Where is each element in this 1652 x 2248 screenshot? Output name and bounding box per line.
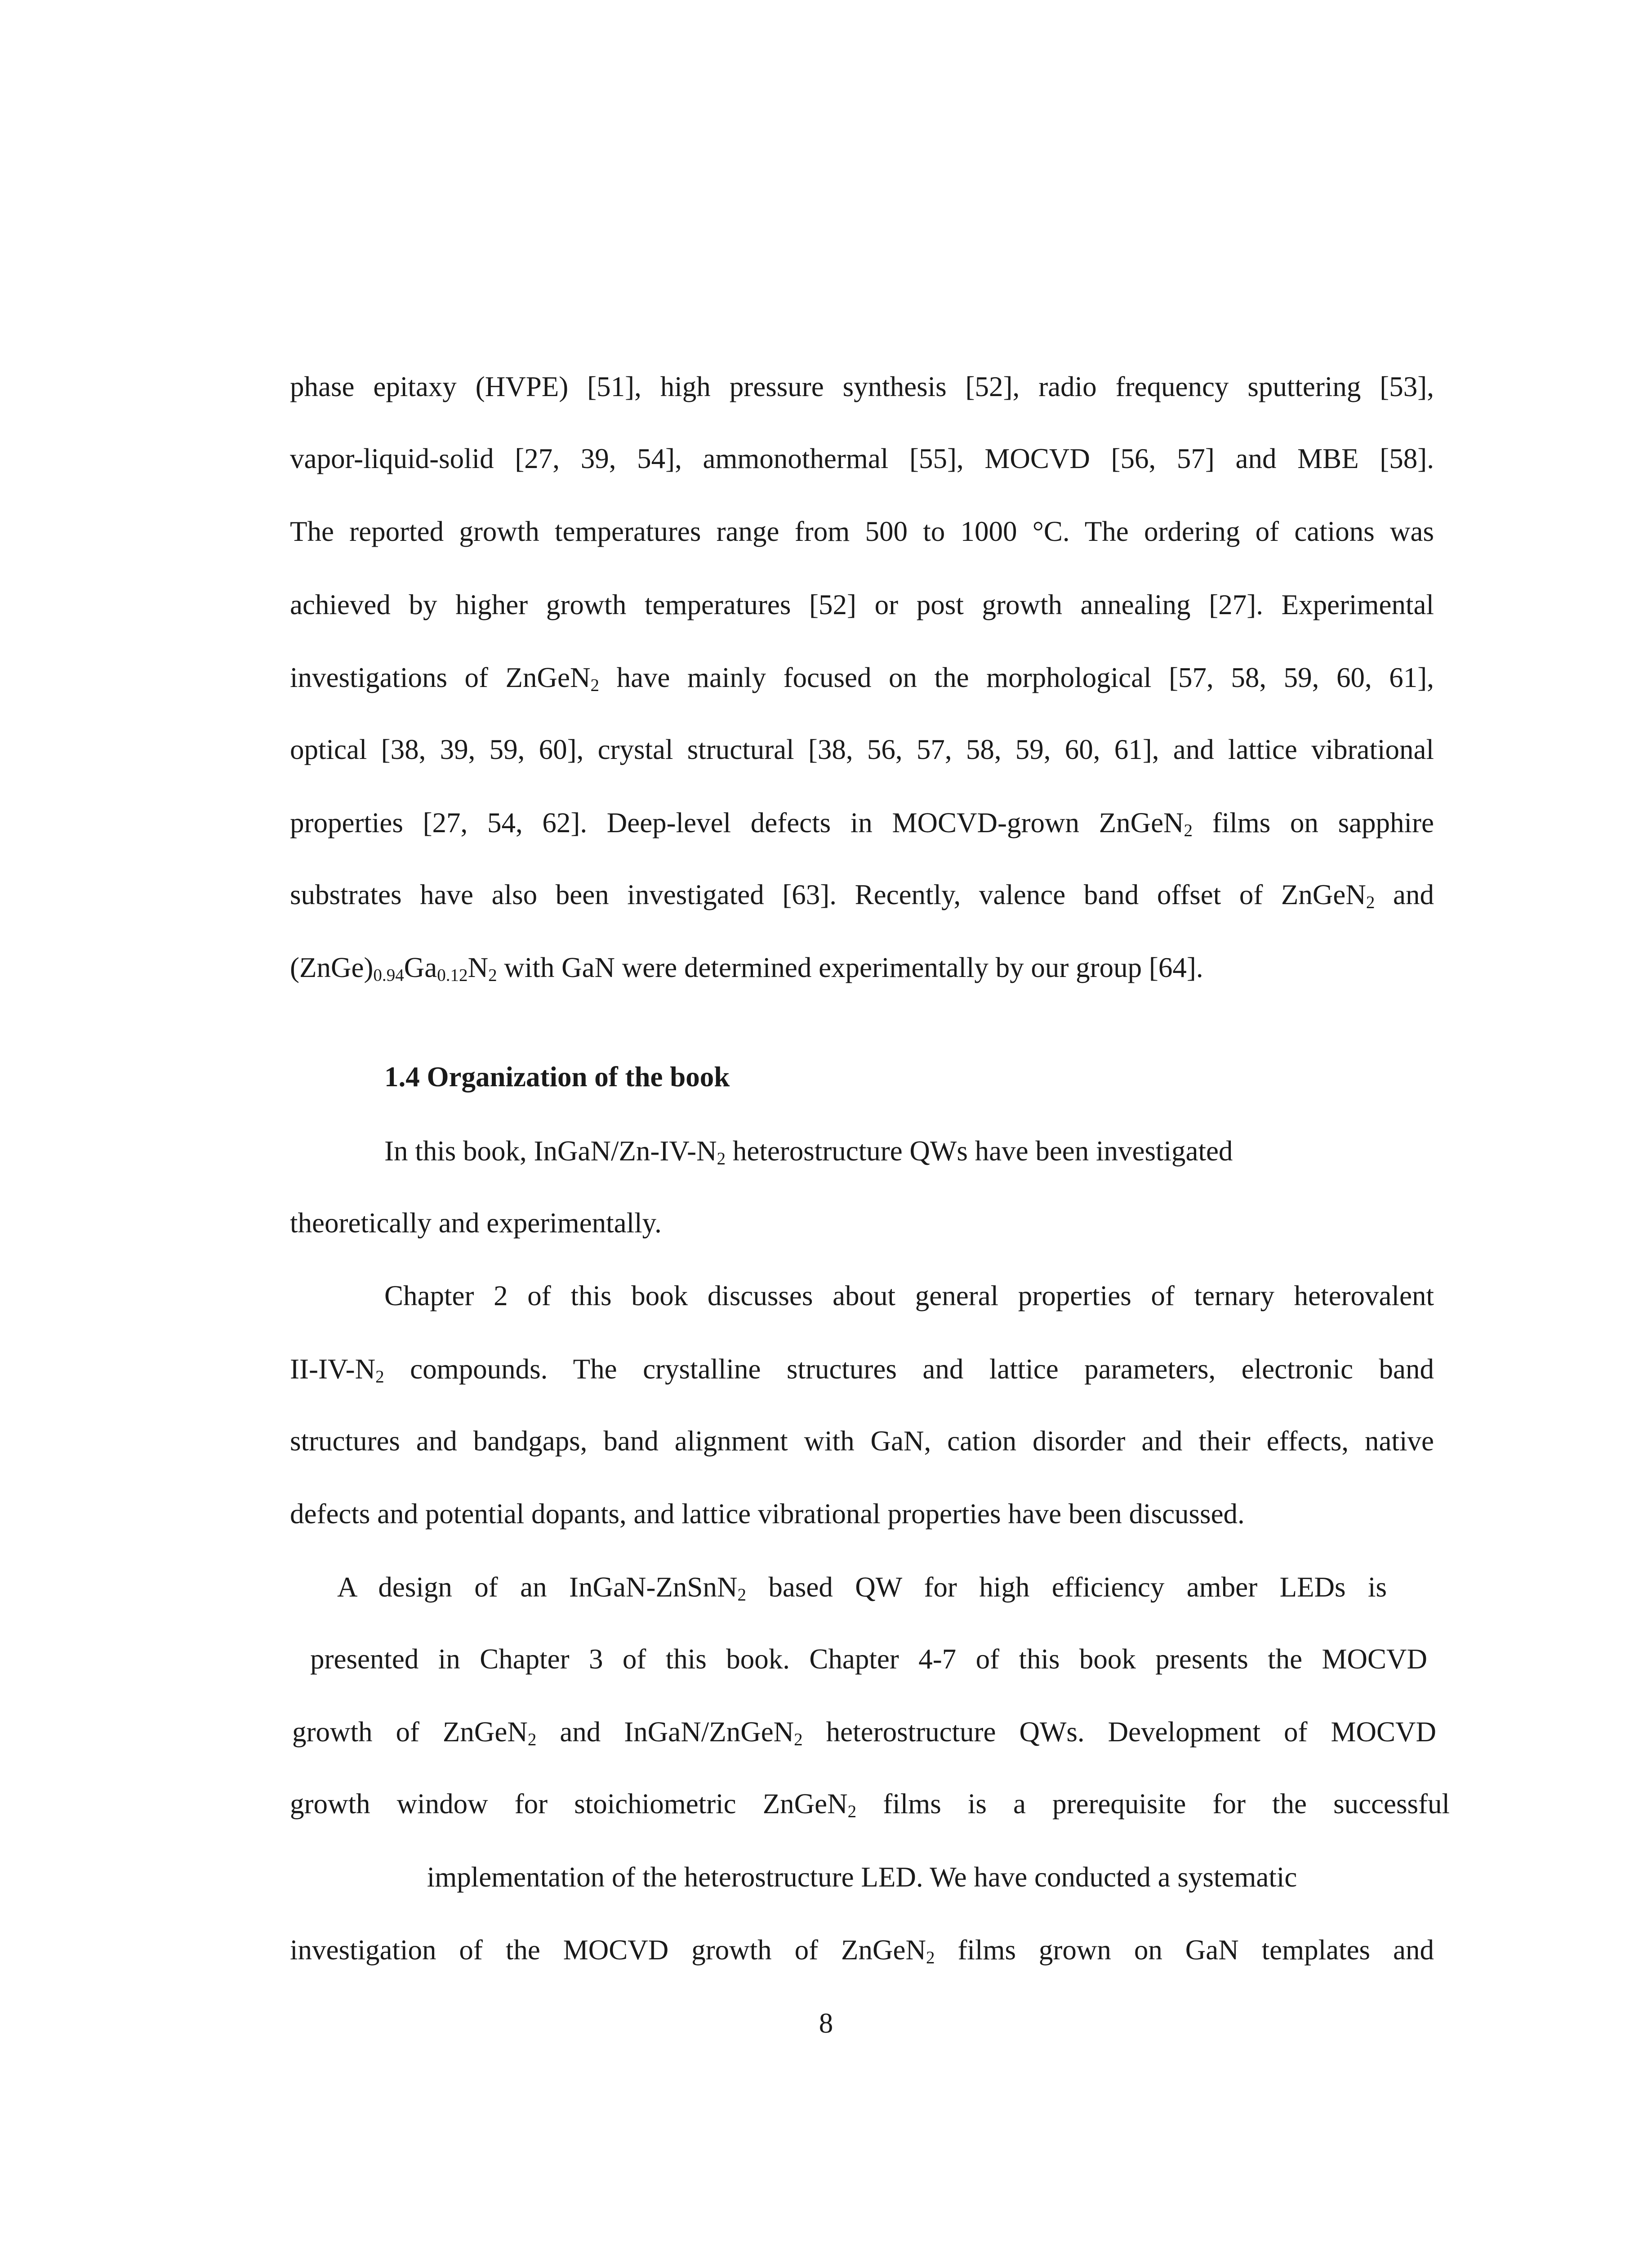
body-text-line: properties [27, 54, 62]. Deep-level defects in MOCVD-grown ZnGeN$_2$ films on sapphire bbox=[290, 807, 1434, 840]
body-text-line: substrates have also been investigated [63]. Recently, valence band offset of ZnGeN$_2$ and bbox=[290, 879, 1434, 912]
body-text-line: achieved by higher growth temperatures [52] or post growth annealing [27]. Experimental bbox=[290, 589, 1434, 620]
body-text-line: theoretically and experimentally. bbox=[290, 1207, 662, 1239]
body-text-line: Chapter 2 of this book discusses about general properties of ternary heterovalent bbox=[384, 1280, 1434, 1311]
section-heading: 1.4 Organization of the book bbox=[384, 1061, 730, 1093]
body-text-line: defects and potential dopants, and lattice vibrational properties have been discussed. bbox=[290, 1498, 1245, 1530]
body-text-line: implementation of the heterostructure LED. We have conducted a systematic bbox=[427, 1861, 1297, 1893]
body-text-line: The reported growth temperatures range from 500 to 1000 °C. The ordering of cations was bbox=[290, 516, 1434, 547]
body-text-line: investigations of ZnGeN$_2$ have mainly focused on the morphological [57, 58, 59, 60, 61], bbox=[290, 662, 1434, 695]
body-text-line: optical [38, 39, 59, 60], crystal structural [38, 56, 57, 58, 59, 60, 61], and lattice vibrational bbox=[290, 734, 1434, 765]
body-text-line: phase epitaxy (HVPE) [51], high pressure synthesis [52], radio frequency sputtering [53], bbox=[290, 371, 1434, 402]
body-text-line: growth window for stoichiometric ZnGeN$_2$ films is a prerequisite for the successful bbox=[290, 1788, 1450, 1821]
body-text-line: $(ZnGe)_{0.94}Ga_{0.12}N_2$ with GaN were determined experimentally by our group [64]. bbox=[290, 952, 1203, 985]
body-text-line: $II-IV-N_2$ compounds. The crystalline structures and lattice parameters, electronic band bbox=[290, 1353, 1434, 1387]
body-text-line: presented in Chapter 3 of this book. Chapter 4-7 of this book presents the MOCVD bbox=[310, 1643, 1427, 1675]
body-text-line: growth of ZnGeN$_2$ and InGaN/ZnGeN$_2$ heterostructure QWs. Development of MOCVD bbox=[292, 1716, 1436, 1749]
body-text-line: A design of an InGaN-ZnSnN$_2$ based QW for high efficiency amber LEDs is bbox=[337, 1571, 1387, 1605]
body-text-line: vapor-liquid-solid [27, 39, 54], ammonothermal [55], MOCVD [56, 57] and MBE [58]. bbox=[290, 443, 1434, 474]
body-text-line: In this book, InGaN/$Zn-IV-N_2$ heterostructure QWs have been investigated bbox=[384, 1135, 1233, 1169]
body-text-line: structures and bandgaps, band alignment with GaN, cation disorder and their effects, native bbox=[290, 1425, 1434, 1457]
body-text-line: investigation of the MOCVD growth of ZnGeN$_2$ films grown on GaN templates and bbox=[290, 1934, 1434, 1967]
page-number: 8 bbox=[819, 2007, 833, 2039]
